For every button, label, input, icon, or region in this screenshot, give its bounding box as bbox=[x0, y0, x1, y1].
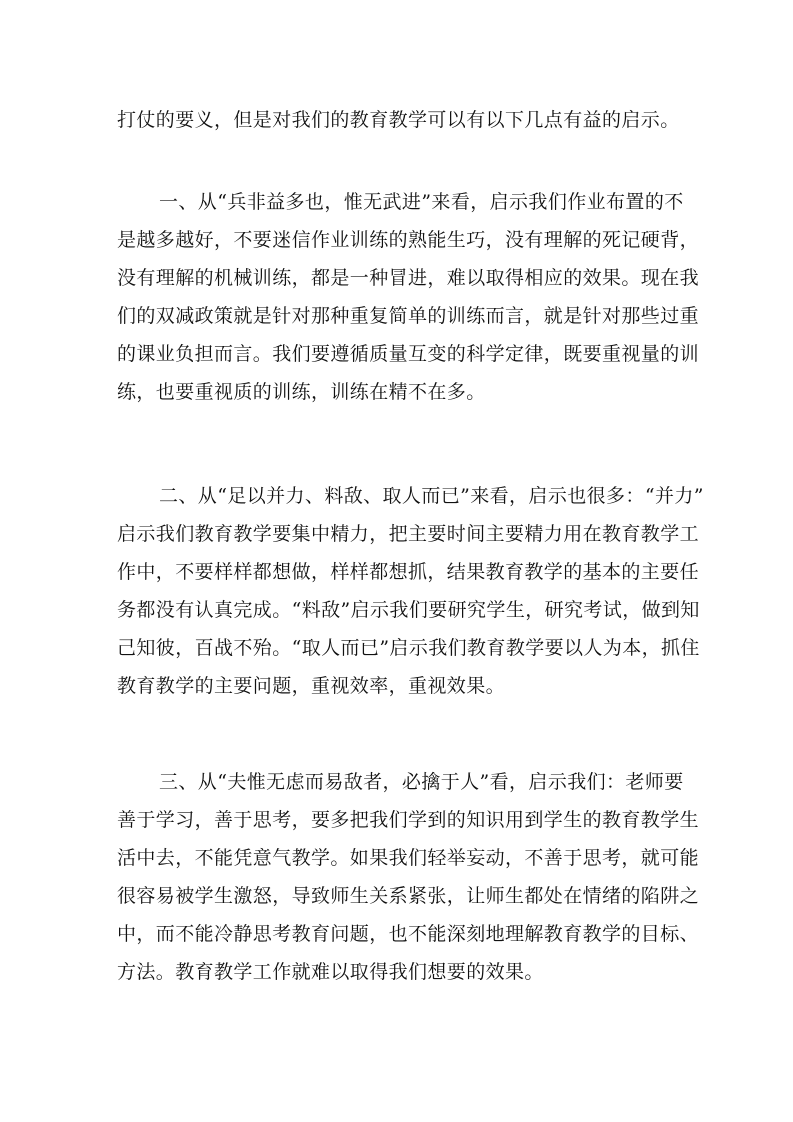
text-line: 方法。教育教学工作就难以取得我们想要的效果。 bbox=[117, 961, 544, 983]
text-line: 启示我们教育教学要集中精力，把主要时间主要精力用在教育教学工 bbox=[117, 523, 700, 545]
text-line: 没有理解的机械训练，都是一种冒进，难以取得相应的效果。现在我 bbox=[117, 267, 700, 289]
text-line: 作中，不要样样都想做，样样都想抓，结果教育教学的基本的主要任 bbox=[117, 561, 700, 583]
text-line: 善于学习，善于思考，要多把我们学到的知识用到学生的教育教学生 bbox=[117, 809, 700, 831]
text-line: 中，而不能冷静思考教育问题，也不能深刻地理解教育教学的目标、 bbox=[117, 923, 700, 945]
text-line: 己知彼，百战不殆。“取人而已”启示我们教育教学要以人为本，抓住 bbox=[117, 637, 700, 659]
text-line: 务都没有认真完成。“料敌”启示我们要研究学生，研究考试，做到知 bbox=[117, 599, 700, 621]
text-line: 一、从“兵非益多也，惟无武进”来看，启示我们作业布置的不 bbox=[159, 191, 684, 213]
text-line: 二、从“足以并力、料敌、取人而已”来看，启示也很多：“并力” bbox=[159, 485, 704, 507]
text-line: 打仗的要义，但是对我们的教育教学可以有以下几点有益的启示。 bbox=[117, 109, 680, 131]
text-line: 是越多越好，不要迷信作业训练的熟能生巧，没有理解的死记硬背， bbox=[117, 229, 700, 251]
text-line: 的课业负担而言。我们要遵循质量互变的科学定律，既要重视量的训 bbox=[117, 343, 700, 365]
text-line: 练，也要重视质的训练，训练在精不在多。 bbox=[117, 381, 486, 403]
text-line: 很容易被学生激怒，导致师生关系紧张，让师生都处在情绪的陷阱之 bbox=[117, 885, 700, 907]
text-line: 活中去，不能凭意气教学。如果我们轻举妄动，不善于思考，就可能 bbox=[117, 847, 700, 869]
text-line: 教育教学的主要问题，重视效率，重视效果。 bbox=[117, 675, 506, 697]
text-line: 三、从“夫惟无虑而易敌者，必擒于人”看，启示我们：老师要 bbox=[159, 771, 684, 793]
text-line: 们的双减政策就是针对那种重复简单的训练而言，就是针对那些过重 bbox=[117, 305, 700, 327]
